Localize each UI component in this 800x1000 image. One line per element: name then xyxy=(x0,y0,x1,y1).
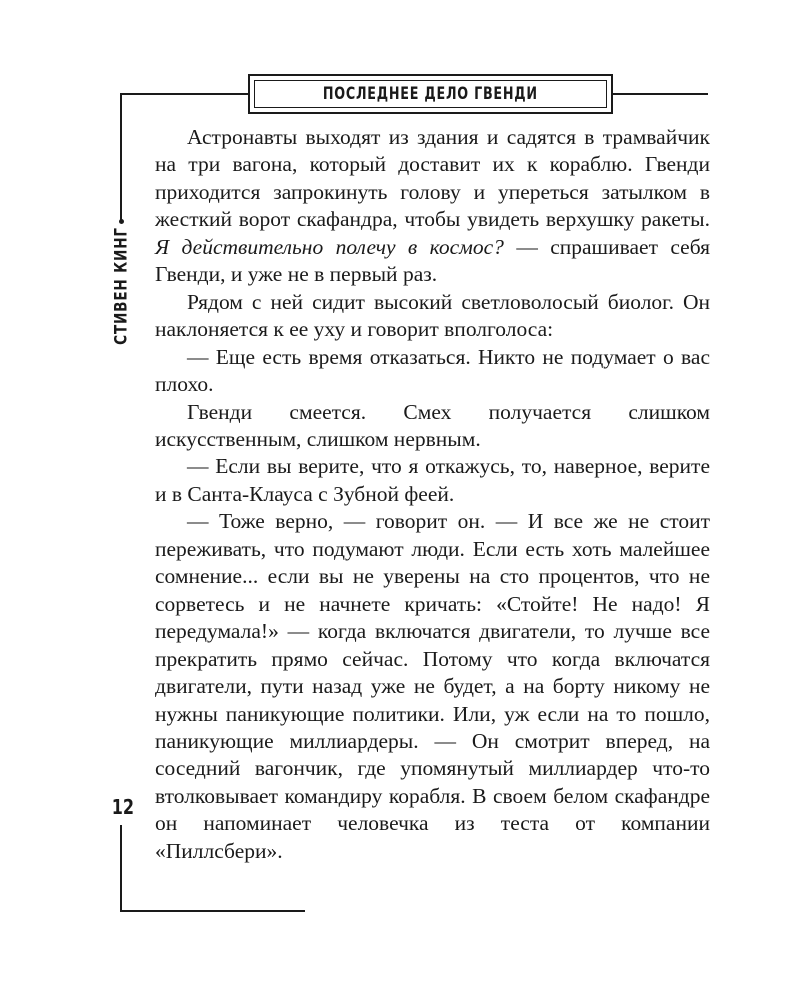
paragraph xyxy=(155,124,710,289)
paragraph-italic: Я действительно полечу в космос? xyxy=(155,234,504,259)
margin-rule-top xyxy=(120,93,122,220)
header-rule-left xyxy=(120,93,248,95)
paragraph: Гвенди смеется. Смех получается слишком искусственным, слишком нервным. xyxy=(155,399,710,451)
paragraph: — Если вы верите, что я откажусь, то, наверное, верите и в Санта-Клауса с Зубной феей. xyxy=(155,454,710,506)
running-title-inner-frame xyxy=(254,80,607,108)
paragraph-text: Астронавты выходят из здания и садятся в трамвайчик на три вагона, который доставит их к кораблю. Гвенди приходится запрокинуть голову и упереться затылком в жесткий ворот скафандра, чтобы увидеть верхушку ракеты. xyxy=(155,125,710,232)
body-text xyxy=(155,124,710,865)
paragraph: — Тоже верно, — говорит он. — И все же не стоит переживать, что подумают люди. Если есть хоть малейшее сомнение... если вы не уверены на сто процентов, что не сорветесь и не начнете кричать: «Стойте! Не надо! Я передумала!» — когда включатся двигатели, то лучше все прекратить прямо сейчас. Потому что когда включатся двигатели, пути назад уже не будет, а на борту никому не нужны паникующие политики. Или, уж если на то пошло, паникующие миллиардеры. — Он смотрит вперед, на соседний вагончик, где упомянутый миллиардер что-то втолковывает командиру корабля. В своем белом скафандре он напоминает человечка из теста от компании «Пиллсбери». xyxy=(155,509,710,863)
running-title: ПОСЛЕДНЕЕ ДЕЛО ГВЕНДИ xyxy=(323,84,538,104)
running-author-text: СТИВЕН КИНГ xyxy=(111,227,132,345)
footer-rule xyxy=(120,910,305,912)
page-number xyxy=(109,797,137,817)
margin-rule-bottom xyxy=(120,825,122,912)
paragraph: Рядом с ней сидит высокий светловолосый биолог. Он наклоняется к ее уху и говорит вполголоса: xyxy=(155,289,710,342)
running-title-box xyxy=(248,74,613,114)
paragraph: — Еще есть время отказаться. Никто не подумает о вас плохо. xyxy=(155,344,710,397)
paragraph-text: — спрашивает себя Гвенди, и уже не в первый раз. xyxy=(155,234,710,287)
header-rule-right xyxy=(613,93,708,95)
page-number-text: 12 xyxy=(111,795,135,819)
running-author xyxy=(111,212,132,359)
